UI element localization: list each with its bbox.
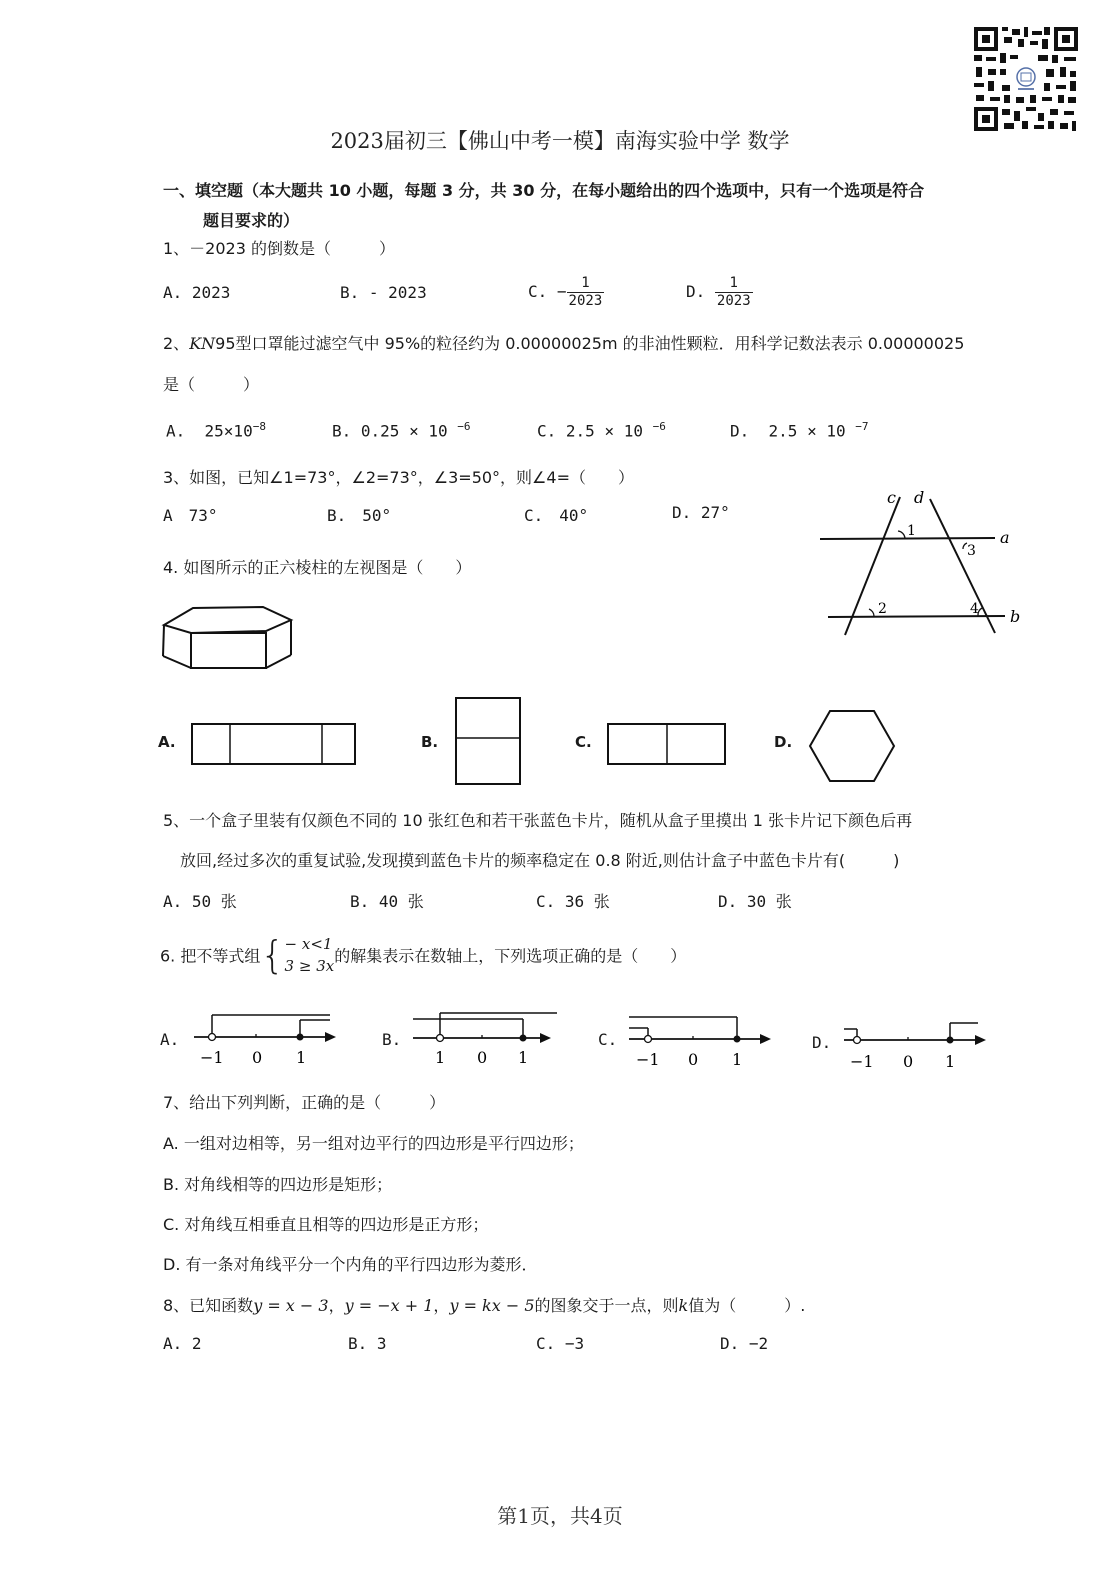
question-5-option-c: C. 36 张	[536, 892, 610, 911]
tick-label: 1	[296, 1048, 307, 1067]
exponent: −7	[855, 420, 869, 433]
option-label: D.	[730, 421, 750, 441]
fraction-numerator: 1	[715, 275, 753, 293]
question-6-stem	[160, 933, 686, 977]
question-7-option-c: C. 对角线互相垂直且相等的四边形是正方形；	[163, 1215, 489, 1234]
label-angle-1: 1	[907, 523, 916, 539]
question-3-option-c: C. 40°	[524, 506, 589, 525]
function-2: y = −x + 1	[344, 1296, 434, 1315]
question-6-option-a-label: A.	[160, 1030, 180, 1049]
qr-code	[972, 25, 1080, 133]
label-d: d	[914, 488, 925, 507]
stem-end: 值为（ ）.	[688, 1296, 806, 1315]
question-4-option-c-figure	[606, 720, 730, 770]
question-8-option-d: D. −2	[720, 1334, 769, 1353]
label-angle-3: 3	[967, 543, 976, 559]
question-5-stem-line1: 5、一个盒子里装有仅颜色不同的 10 张红色和若干张蓝色卡片，随机从盒子里摸出 1 张卡片记下颜色后再	[163, 811, 913, 830]
stem-mid: 的图象交于一点，则	[534, 1296, 679, 1315]
page-number: 第1页，共4页	[497, 1504, 623, 1528]
italic-text: KN	[189, 334, 216, 353]
question-1-option-d	[686, 275, 753, 310]
question-5-option-d: D. 30 张	[718, 892, 792, 911]
exponent: −8	[252, 420, 266, 433]
question-6-option-a-numberline	[190, 1005, 340, 1070]
function-1: y = x − 3	[253, 1296, 329, 1315]
label-angle-2: 2	[878, 601, 887, 617]
question-3-option-d: D. 27°	[672, 503, 730, 522]
inequality-1: − x<1	[284, 935, 333, 953]
stem-prefix: 6. 把不等式组	[160, 946, 261, 966]
question-7-option-b: B. 对角线相等的四边形是矩形；	[163, 1175, 393, 1194]
tick-label: 1	[518, 1048, 529, 1067]
question-4-option-b-figure	[454, 696, 524, 788]
base: 2.5 × 10	[768, 421, 846, 441]
minus-sign: −	[556, 282, 567, 301]
question-2-option-c	[537, 420, 666, 440]
question-8-option-a: A. 2	[163, 1334, 202, 1353]
question-3-stem: 3、如图，已知∠1=73°，∠2=73°，∠3=50°，则∠4=（ ）	[163, 468, 634, 487]
tick-label: 1	[945, 1052, 956, 1070]
line-d	[930, 499, 995, 633]
fraction-denominator: 2023	[716, 293, 751, 309]
stem-prefix: 8、已知函数	[163, 1296, 254, 1315]
base: 25×10	[204, 421, 253, 441]
tick-label: −1	[636, 1050, 660, 1069]
option-label: C.	[537, 421, 557, 441]
question-3-option-a: A 73°	[163, 506, 218, 525]
question-3-figure	[810, 485, 1030, 655]
question-6-option-d-label: D.	[812, 1033, 832, 1052]
angle-2-arc	[869, 609, 874, 616]
question-8-option-b: B. 3	[348, 1334, 387, 1353]
fraction	[567, 275, 605, 310]
stem-rest: 的解集表示在数轴上，下列选项正确的是（ ）	[334, 946, 687, 966]
question-6-option-c-label: C.	[598, 1030, 618, 1049]
question-4-option-c-label: C.	[575, 733, 592, 751]
question-6-option-b-numberline	[405, 1005, 565, 1070]
fraction-denominator: 2023	[568, 293, 603, 309]
label-b: b	[1010, 607, 1021, 626]
question-1-option-a: A. 2023	[163, 283, 231, 302]
question-6-option-d-numberline	[840, 1005, 990, 1070]
question-7-option-a: A. 一组对边相等，另一组对边平行的四边形是平行四边形；	[163, 1134, 584, 1153]
label-c: c	[887, 488, 896, 507]
tick-label: −1	[200, 1048, 224, 1067]
question-4-option-a-figure	[190, 720, 360, 770]
question-3-option-b: B. 50°	[327, 506, 392, 525]
question-4-stem: 4. 如图所示的正六棱柱的左视图是（ ）	[163, 558, 472, 577]
option-label: D.	[686, 282, 706, 301]
label-angle-4: 4	[970, 601, 979, 617]
question-2-option-b	[332, 420, 471, 440]
fraction	[715, 275, 753, 310]
question-4-option-a-label: A.	[158, 733, 176, 751]
question-2-option-a	[166, 420, 266, 440]
tick-label: 0	[477, 1048, 488, 1067]
question-7-stem: 7、给出下列判断，正确的是（ ）	[163, 1093, 446, 1112]
base: 2.5 × 10	[565, 421, 643, 441]
question-5-option-b: B. 40 张	[350, 892, 424, 911]
section-header	[163, 176, 1043, 236]
section-header-line2: 题目要求的）	[203, 211, 300, 230]
question-5-stem-line2: 放回,经过多次的重复试验,发现摸到蓝色卡片的频率稳定在 0.8 附近,则估计盒子中蓝色卡片有( )	[180, 851, 900, 870]
hexagonal-prism-figure	[158, 600, 298, 675]
tick-label: 0	[903, 1052, 914, 1070]
question-4-option-d-label: D.	[774, 733, 793, 751]
document-title: 2023届初三【佛山中考一模】南海实验中学 数学	[330, 129, 790, 153]
question-1-option-c	[528, 275, 604, 310]
question-1-stem: 1、－2023 的倒数是（ ）	[163, 239, 395, 258]
question-5-option-a: A. 50 张	[163, 892, 237, 911]
question-2-stem-line2: 是（ ）	[163, 375, 260, 394]
question-8-stem: 8、已知函数y = x − 3，y = −x + 1，y = kx − 5的图象交于一点，则k值为（ ）.	[163, 1296, 806, 1315]
section-header-line1: 一、填空题（本大题共 10 小题，每题 3 分，共 30 分，在每小题给出的四个选项中，只有一个选项是符合	[163, 181, 925, 200]
angle-1-arc	[898, 531, 905, 538]
stem-text: 95型口罩能过滤空气中 95%的粒径约为 0.00000025m 的非油性颗粒．用科学记数法表示 0.00000025	[215, 334, 965, 353]
tick-label: −1	[850, 1052, 874, 1070]
exponent: −6	[652, 420, 666, 433]
brace-icon: {	[260, 933, 285, 977]
question-2-stem	[163, 331, 964, 354]
tick-label: 1	[732, 1050, 743, 1069]
question-number: 2、	[163, 334, 190, 353]
option-label: A.	[166, 421, 186, 441]
function-3: y = kx − 5	[449, 1296, 535, 1315]
variable-k: k	[678, 1296, 689, 1315]
tick-label: 0	[252, 1048, 263, 1067]
question-4-option-d-figure	[808, 708, 898, 784]
question-1-option-b: B. - 2023	[340, 283, 427, 302]
question-6-option-c-numberline	[625, 1005, 775, 1070]
fraction-numerator: 1	[567, 275, 605, 293]
option-label: B.	[332, 421, 352, 441]
label-a: a	[1000, 528, 1010, 547]
tick-label: 0	[688, 1050, 699, 1069]
option-label: C.	[528, 282, 548, 301]
inequality-2: 3 ≥ 3x	[284, 957, 335, 975]
question-7-option-d: D. 有一条对角线平分一个内角的平行四边形为菱形．	[163, 1255, 538, 1274]
tick-label: 1	[435, 1048, 446, 1067]
base: 0.25 × 10	[360, 421, 448, 441]
question-2-option-d	[730, 420, 868, 440]
question-8-option-c: C. −3	[536, 1334, 585, 1353]
question-4-option-b-label: B.	[421, 733, 439, 751]
question-6-option-b-label: B.	[382, 1030, 402, 1049]
line-c	[845, 497, 900, 635]
qr-code-icon	[972, 25, 1080, 133]
inequality-system	[285, 933, 335, 977]
exponent: −6	[457, 420, 471, 433]
